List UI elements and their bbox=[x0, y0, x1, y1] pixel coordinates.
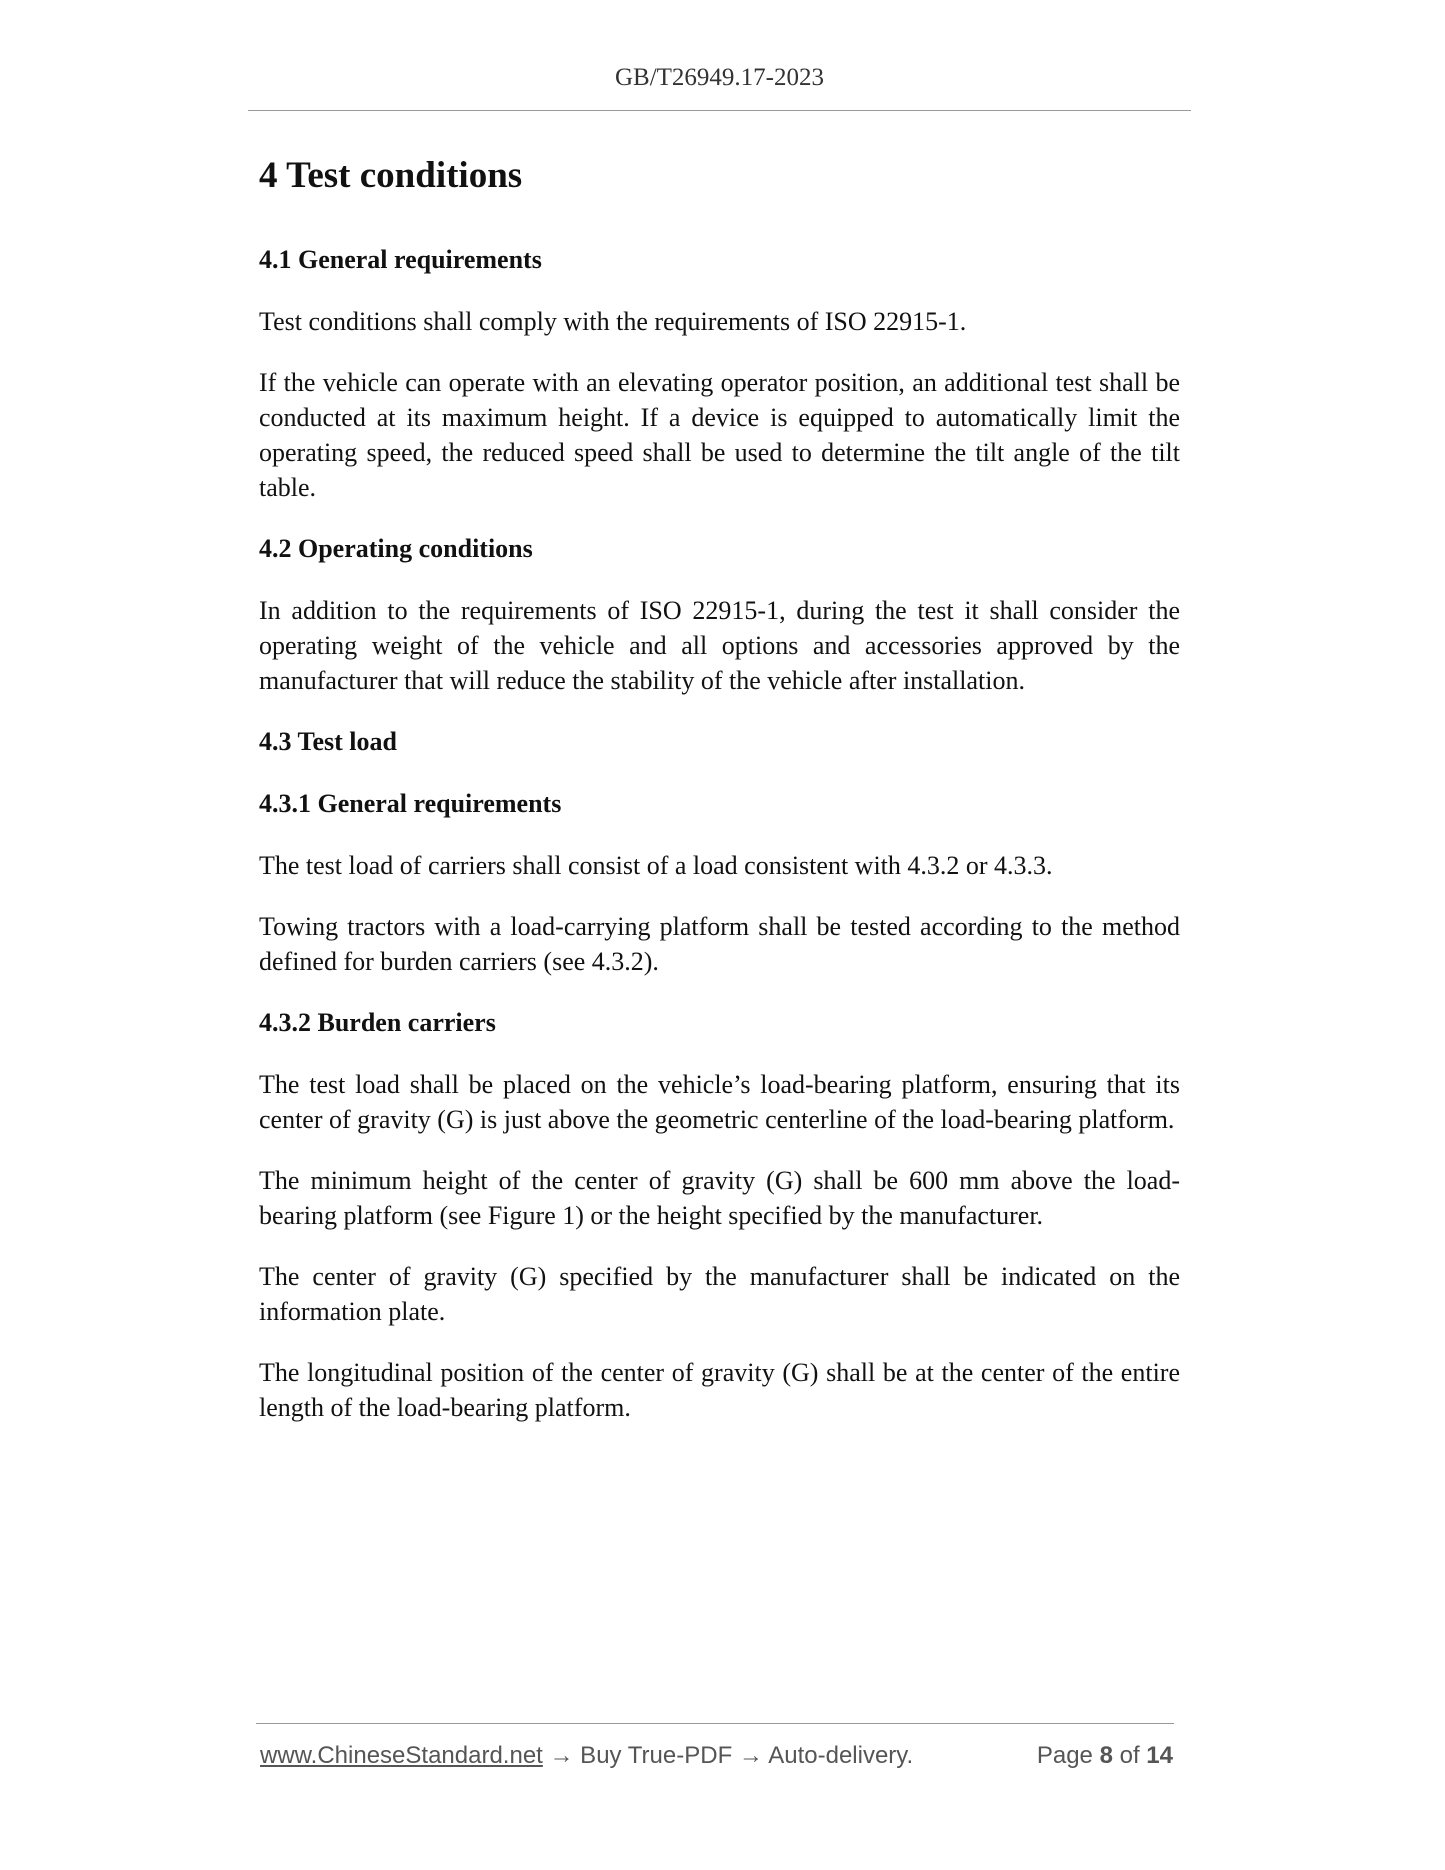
section-4-heading: 4 Test conditions bbox=[259, 155, 523, 196]
paragraph: The center of gravity (G) specified by the manufacturer shall be indicated on the information plate. bbox=[259, 1262, 1180, 1326]
page-current: 8 bbox=[1099, 1742, 1113, 1769]
of-label: of bbox=[1119, 1742, 1140, 1769]
footer-promo-text: → Buy True-PDF → Auto-delivery. bbox=[549, 1742, 914, 1769]
paragraph: Test conditions shall comply with the requirements of ISO 22915-1. bbox=[259, 307, 967, 336]
document-body bbox=[259, 150, 1180, 1451]
paragraph: The test load shall be placed on the vehicle’s load-bearing platform, ensuring that its center of gravity (G) is just above the geometric centerline of the load-bearing platform. bbox=[259, 1070, 1180, 1134]
footer-divider bbox=[256, 1723, 1174, 1724]
paragraph: If the vehicle can operate with an elevating operator position, an additional test shall be conducted at its maximum height. If a device is equipped to automatically limit the operating speed, the reduced speed shall be used to determine the tilt angle of the tilt table. bbox=[259, 368, 1180, 502]
paragraph: The test load of carriers shall consist of a load consistent with 4.3.2 or 4.3.3. bbox=[259, 851, 1053, 880]
paragraph: In addition to the requirements of ISO 22915-1, during the test it shall consider the operating weight of the vehicle and all options and accessories approved by the manufacturer that will reduce the stability of the vehicle after installation. bbox=[259, 596, 1180, 695]
footer-promo bbox=[260, 1742, 913, 1770]
section-4-1-heading: 4.1 General requirements bbox=[259, 245, 542, 274]
section-4-2-heading: 4.2 Operating conditions bbox=[259, 534, 533, 563]
page-indicator bbox=[1037, 1742, 1173, 1770]
header-doc-number: GB/T26949.17-2023 bbox=[614, 64, 825, 91]
paragraph: Towing tractors with a load-carrying platform shall be tested according to the method defined for burden carriers (see 4.3.2). bbox=[259, 912, 1180, 976]
page-label: Page bbox=[1036, 1742, 1093, 1769]
section-4-3-heading: 4.3 Test load bbox=[259, 727, 397, 756]
paragraph: The minimum height of the center of gravity (G) shall be 600 mm above the load-bearing platform (see Figure 1) or the height specified by the manufacturer. bbox=[259, 1166, 1180, 1230]
section-4-3-2-heading: 4.3.2 Burden carriers bbox=[259, 1008, 496, 1037]
footer-site-link[interactable]: www.ChineseStandard.net bbox=[260, 1742, 543, 1769]
footer bbox=[260, 1742, 1173, 1774]
header-divider bbox=[248, 110, 1191, 111]
section-4-3-1-heading: 4.3.1 General requirements bbox=[259, 789, 562, 818]
paragraph: The longitudinal position of the center of gravity (G) shall be at the center of the entire length of the load-bearing platform. bbox=[259, 1358, 1180, 1422]
page-total: 14 bbox=[1146, 1742, 1173, 1769]
